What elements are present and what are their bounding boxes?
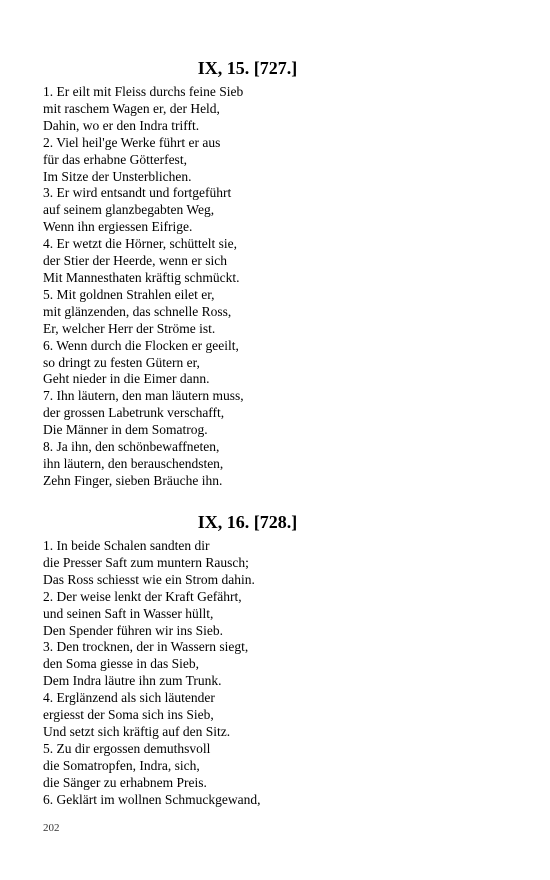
verse-line: 2. Viel heil'ge Werke führt er aus (43, 134, 221, 150)
verse-line: 4. Erglänzend als sich läutender (43, 690, 215, 706)
verse-line: 6. Wenn durch die Flocken er geeilt, (43, 337, 239, 353)
verse-line: die Presser Saft zum muntern Rausch; (43, 554, 249, 570)
verse-line: der Stier der Heerde, wenn er sich (43, 253, 228, 269)
page-number: 202 (43, 822, 60, 834)
verse-line: 1. In beide Schalen sandten dir (43, 538, 210, 553)
verse-line: mit glänzenden, das schnelle Ross, (43, 303, 232, 319)
verse-line: Wenn ihn ergiessen Eifrige. (43, 219, 193, 235)
verse-line: Die Männer in dem Somatrog. (43, 422, 208, 438)
section-heading-ix-16: IX, 16. [728.] (197, 512, 298, 532)
verse-line: mit raschem Wagen er, der Held, (43, 100, 220, 116)
verse-line: Den Spender führen wir ins Sieb. (43, 622, 223, 638)
verse-line: Er, welcher Herr der Ströme ist. (43, 320, 216, 336)
verse-line: Das Ross schiesst wie ein Strom dahin. (43, 571, 255, 587)
verse-line: 3. Den trocknen, der in Wassern siegt, (43, 639, 249, 655)
verse-line: Dem Indra läutre ihn zum Trunk. (43, 673, 222, 689)
verse-line: für das erhabne Götterfest, (43, 151, 187, 167)
verse-line: 4. Er wetzt die Hörner, schüttelt sie, (43, 236, 238, 252)
verse-line: der grossen Labetrunk verschafft, (43, 405, 225, 421)
verse-line: 2. Der weise lenkt der Kraft Gefährt, (43, 588, 242, 604)
verse-line: 6. Geklärt im wollnen Schmuckgewand, (43, 791, 261, 807)
verse-line: 7. Ihn läutern, den man läutern muss, (43, 388, 244, 404)
verse-line: die Sänger zu erhabnem Preis. (43, 774, 207, 790)
verse-line: auf seinem glanzbegabten Weg, (43, 202, 215, 218)
verse-line: Zehn Finger, sieben Bräuche ihn. (43, 472, 223, 488)
verse-block-ix-15 (43, 84, 483, 490)
verse-line: Im Sitze der Unsterblichen. (43, 168, 192, 184)
verse-line: so dringt zu festen Gütern er, (43, 354, 200, 370)
verse-line: Dahin, wo er den Indra trifft. (43, 117, 200, 133)
verse-line: 8. Ja ihn, den schönbewaffneten, (43, 439, 220, 455)
verse-line: ergiesst der Soma sich ins Sieb, (43, 707, 214, 723)
verse-line: Geht nieder in die Eimer dann. (43, 371, 210, 387)
verse-line: die Somatropfen, Indra, sich, (43, 757, 200, 773)
verse-line: Und setzt sich kräftig auf den Sitz. (43, 723, 231, 739)
verse-line: und seinen Saft in Wasser hüllt, (43, 605, 214, 621)
verse-line: 5. Zu dir ergossen demuthsvoll (43, 740, 211, 756)
verse-line: ihn läutern, den berauschendsten, (43, 455, 224, 471)
section-heading-ix-15: IX, 15. [727.] (197, 58, 298, 78)
verse-line: 1. Er eilt mit Fleiss durchs feine Sieb (43, 84, 244, 99)
verse-line: den Soma giesse in das Sieb, (43, 656, 199, 672)
verse-line: 5. Mit goldnen Strahlen eilet er, (43, 286, 215, 302)
verse-line: Mit Mannesthaten kräftig schmückt. (43, 269, 240, 285)
verse-line: 3. Er wird entsandt und fortgeführt (43, 185, 232, 201)
verse-block-ix-16 (43, 538, 483, 809)
